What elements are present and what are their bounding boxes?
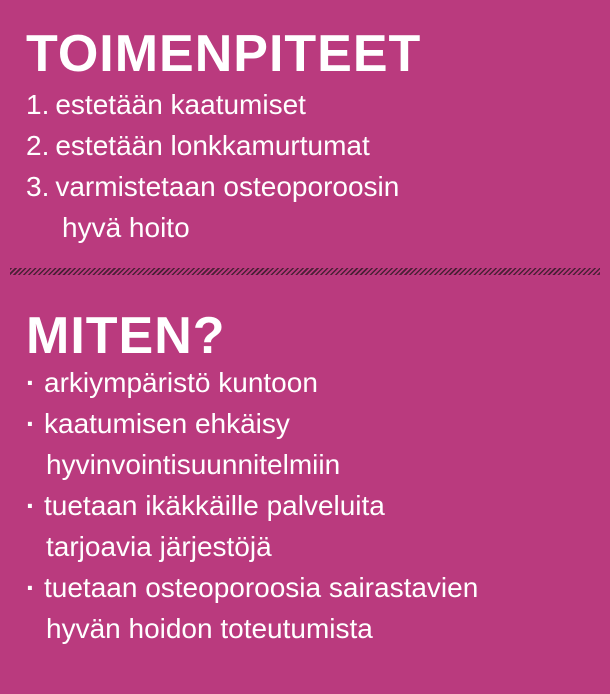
item-text: estetään lonkkamurtumat xyxy=(55,130,370,161)
item-text: kaatumisen ehkäisy xyxy=(44,408,290,439)
list-item xyxy=(26,362,478,403)
item-text: arkiympäristö kuntoon xyxy=(44,367,318,398)
list-item xyxy=(26,125,399,166)
item-number: 3. xyxy=(26,171,50,202)
item-text: tuetaan ikäkkäille palveluita xyxy=(44,490,385,521)
bullet-icon: · xyxy=(26,408,36,439)
miten-list xyxy=(26,362,478,649)
miten-heading: MITEN? xyxy=(26,307,226,365)
bullet-icon: · xyxy=(26,572,36,603)
item-text-continued: tarjoavia järjestöjä xyxy=(46,531,272,562)
bullet-icon: · xyxy=(26,367,36,398)
list-item xyxy=(26,84,399,125)
item-text: tuetaan osteoporoosia sairastavien xyxy=(44,572,479,603)
item-number: 2. xyxy=(26,130,50,161)
bullet-icon: · xyxy=(26,490,36,521)
item-text: estetään kaatumiset xyxy=(55,89,306,120)
item-text-continued: hyvä hoito xyxy=(62,212,190,243)
item-text: varmistetaan osteoporoosin xyxy=(55,171,400,202)
item-text-continued: hyvinvointisuunnitelmiin xyxy=(46,449,341,480)
list-item xyxy=(26,567,478,649)
item-text-continued: hyvän hoidon toteutumista xyxy=(46,613,373,644)
item-number: 1. xyxy=(26,89,50,120)
list-item xyxy=(26,485,478,567)
list-item xyxy=(26,403,478,485)
toimenpiteet-list xyxy=(26,84,399,248)
list-item xyxy=(26,166,399,248)
hatched-divider xyxy=(10,268,600,275)
toimenpiteet-heading: TOIMENPITEET xyxy=(26,25,422,83)
